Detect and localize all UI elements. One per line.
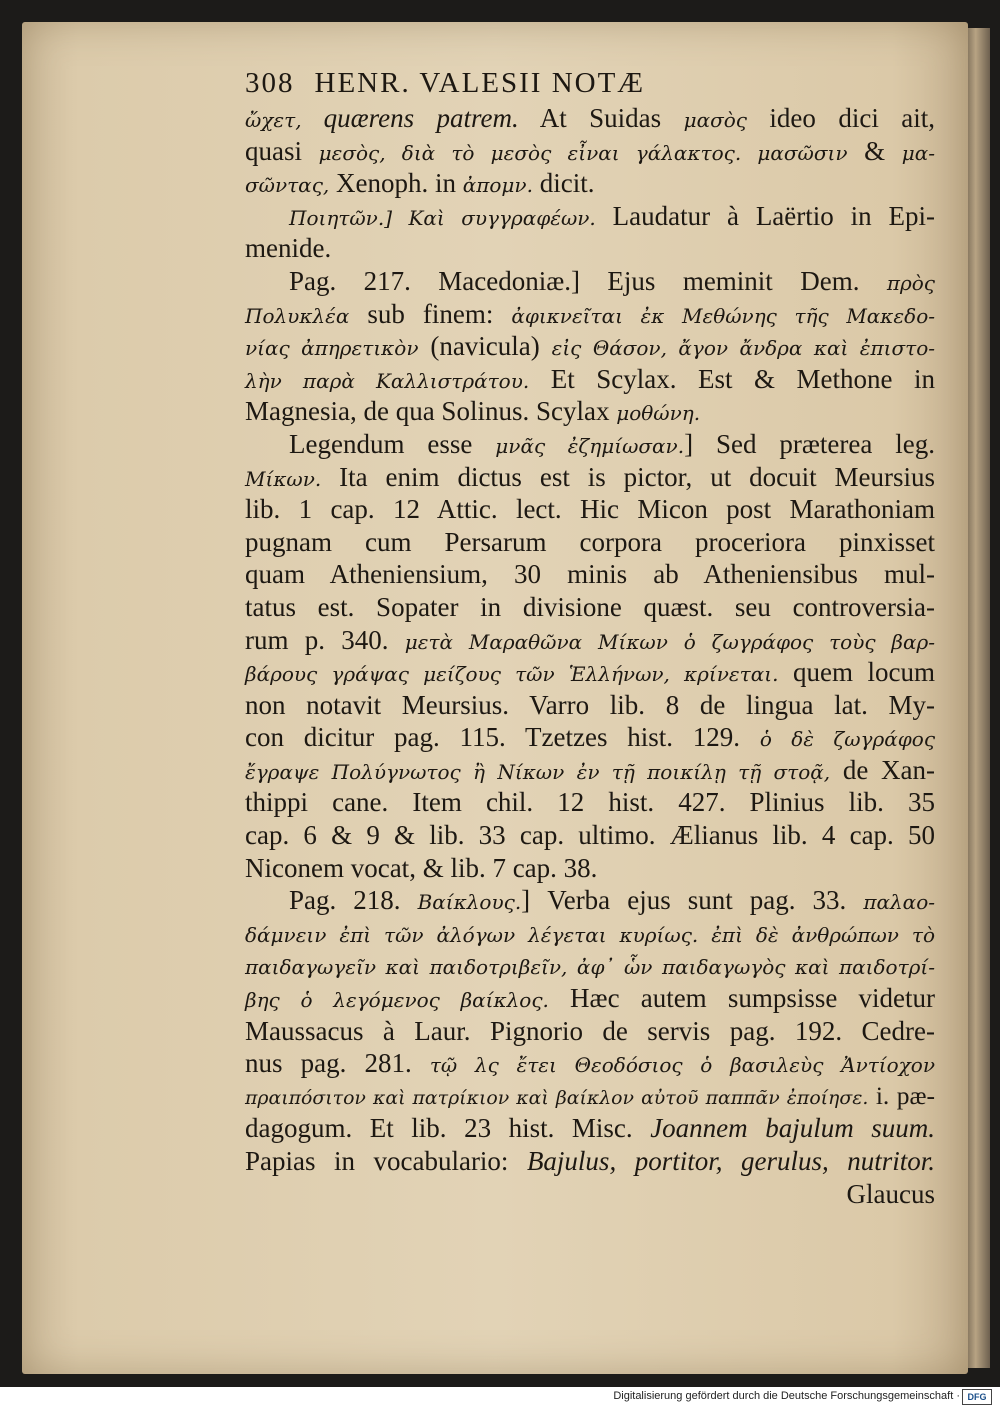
latin-text: quem locum	[778, 657, 935, 688]
latin-text: sub finem:	[349, 298, 512, 329]
latin-text: tatus est. Sopater in divisione quæst. seu controversia-	[245, 591, 935, 622]
latin-text: non notavit Meursius. Varro lib. 8 de lingua lat. My-	[245, 689, 935, 720]
page-text	[245, 64, 935, 1210]
text-line	[245, 1080, 935, 1113]
latin-text: Xenoph. in	[329, 168, 463, 199]
latin-text: Maussacus à Laur. Pignorio de servis pag. 192. Cedre-	[245, 1015, 935, 1046]
latin-text: de Xan-	[830, 754, 935, 785]
latin-text: Et Scylax. Est & Methone in	[529, 363, 935, 394]
latin-text: rum p. 340.	[245, 624, 405, 655]
greek-text: παλαο-	[863, 890, 935, 915]
greek-text: πρὸς	[886, 270, 935, 295]
latin-text: ] Verba ejus sunt pag. 33.	[521, 885, 864, 916]
greek-text: νίας ἀπηρετικὸν	[245, 336, 419, 361]
text-line	[245, 298, 935, 331]
greek-text: μα-	[901, 140, 935, 165]
greek-text: σῶντας,	[245, 173, 330, 198]
text-line	[245, 428, 935, 461]
greek-text: ἀφικνεῖται ἐκ Μεθώνης τῆς Μακεδο-	[511, 303, 935, 328]
latin-text: lib. 1 cap. 12 Attic. lect. Hic Micon post Marathoniam	[245, 494, 935, 525]
greek-text: λὴν παρὰ Καλλιστράτου.	[245, 368, 530, 393]
greek-text: μετὰ Μαραθῶνα Μίκων ὁ ζωγράφος τοὺς βαρ-	[404, 629, 936, 654]
text-line	[245, 395, 935, 428]
latin-text: (navicula)	[418, 331, 552, 362]
greek-text: ἀπομν.	[462, 173, 533, 198]
greek-text: παιδαγωγεῖν καὶ παιδοτριβεῖν, ἀφ᾽ ὧν παιδαγωγὸς καὶ παιδοτρί-	[245, 955, 935, 980]
italic-text: quærens patrem.	[323, 103, 519, 133]
latin-text: menide.	[245, 233, 332, 264]
latin-text: pugnam cum Persarum corpora proceriora pinxisset	[245, 526, 935, 557]
greek-text: μεσὸς, διὰ τὸ μεσὸς εἶναι γάλακτος. μασῶσιν	[318, 140, 848, 165]
latin-text: thippi cane. Item chil. 12 hist. 427. Plinius lib. 35	[245, 787, 935, 818]
greek-text: δάμνειν ἐπὶ τῶν ἀλόγων λέγεται κυρίως. ἐπὶ δὲ ἀνθρώπων τὸ	[245, 922, 935, 947]
latin-text: Papias in vocabulario:	[245, 1146, 527, 1176]
latin-text: dagogum. Et lib. 23 hist. Misc.	[245, 1113, 651, 1144]
page-edge	[968, 28, 990, 1368]
greek-text: πραιπόσιτον καὶ πατρίκιον καὶ βαίκλον αὐτοῦ παππᾶν ἐποίησε.	[245, 1086, 869, 1109]
text-line	[245, 493, 935, 526]
greek-text: Μίκων.	[245, 466, 322, 491]
greek-text: ὁ δὲ ζωγράφος	[759, 727, 936, 752]
text-line	[245, 852, 935, 885]
funding-credit: Digitalisierung gefördert durch die Deutsche Forschungsgemeinschaft ·	[613, 1390, 960, 1402]
latin-text: Glaucus	[846, 1178, 935, 1209]
latin-text: ideo dici ait,	[747, 103, 935, 133]
greek-text: ὤχετ,	[245, 108, 324, 132]
text-line	[245, 1015, 935, 1048]
text-line	[245, 819, 935, 852]
text-line	[245, 1178, 935, 1211]
latin-text: dicit.	[532, 168, 595, 199]
latin-text: i. pæ-	[868, 1080, 935, 1110]
latin-text: &	[847, 135, 902, 166]
text-line	[245, 786, 935, 819]
greek-text: μασὸς	[683, 108, 747, 132]
text-line	[245, 884, 935, 917]
dfg-logo: DFG	[962, 1389, 992, 1405]
latin-text: con dicitur pag. 115. Tzetzes hist. 129.	[245, 722, 760, 753]
latin-text: At Suidas	[518, 103, 684, 133]
text-line	[245, 656, 935, 689]
text-line	[245, 917, 935, 950]
text-line	[245, 754, 935, 787]
text-line	[245, 232, 935, 265]
italic-text: Bajulus, portitor, gerulus, nutritor.	[526, 1146, 935, 1176]
text-line	[245, 1112, 935, 1145]
greek-text: βης ὁ λεγόμενος βαίκλος.	[245, 988, 549, 1013]
text-line	[245, 982, 935, 1015]
text-line	[245, 591, 935, 624]
greek-text: Ποιητῶν.] Καὶ συγγραφέων.	[289, 205, 596, 230]
italic-text: Joannem bajulum suum.	[650, 1113, 935, 1144]
text-line	[245, 135, 935, 168]
latin-text: Magnesia, de qua Solinus. Scylax	[245, 396, 617, 427]
latin-text: quasi	[245, 135, 319, 166]
text-line	[245, 167, 935, 200]
text-line	[245, 330, 935, 363]
latin-text: Ita enim dictus est is pictor, ut docuit Meursius	[321, 461, 935, 492]
greek-text: Πολυκλέα	[245, 303, 350, 328]
latin-text: Pag. 218.	[289, 885, 418, 916]
greek-text: μοθώνη.	[616, 401, 701, 426]
latin-text: Hæc autem sumpsisse videtur	[548, 983, 935, 1014]
text-line	[245, 558, 935, 591]
text-line	[245, 265, 935, 298]
text-line	[245, 363, 935, 396]
greek-text: Βαίκλους.	[417, 890, 522, 915]
greek-text: ἔγραψε Πολύγνωτος ἢ Νίκων ἐν τῇ ποικίλῃ τῇ στοᾷ,	[245, 759, 831, 784]
text-line	[245, 1145, 935, 1178]
greek-text: βάρους γράψας μείζους τῶν Ἑλλήνων, κρίνεται.	[245, 662, 779, 687]
greek-text: μνᾶς ἐζημίωσαν.	[495, 433, 685, 458]
text-line	[245, 721, 935, 754]
latin-text: Pag. 217. Macedoniæ.] Ejus meminit Dem.	[289, 265, 887, 296]
page-number: 308	[245, 67, 295, 99]
text-line	[245, 689, 935, 722]
latin-text: Niconem vocat, & lib. 7 cap. 38.	[245, 852, 598, 883]
text-line	[245, 102, 935, 135]
text-line	[245, 949, 935, 982]
latin-text: quam Atheniensium, 30 minis ab Atheniensibus mul-	[245, 559, 935, 590]
page-header	[245, 64, 935, 102]
latin-text: Laudatur à Laërtio in Epi-	[595, 200, 935, 231]
body-lines	[245, 102, 935, 1210]
text-line	[245, 200, 935, 233]
greek-text: εἰς Θάσον, ἄγον ἄνδρα καὶ ἐπιστο-	[551, 336, 936, 361]
latin-text: Legendum esse	[289, 428, 496, 459]
text-line	[245, 461, 935, 494]
text-line	[245, 526, 935, 559]
latin-text: nus pag. 281.	[245, 1048, 430, 1079]
greek-text: τῷ λς ἔτει Θεοδόσιος ὁ βασιλεὺς Ἀντίοχον	[429, 1053, 935, 1078]
latin-text: ] Sed præterea leg.	[684, 428, 936, 459]
text-line	[245, 1047, 935, 1080]
latin-text: cap. 6 & 9 & lib. 33 cap. ultimo. Ælianus lib. 4 cap. 50	[245, 820, 935, 851]
text-line	[245, 624, 935, 657]
running-head: HENR. VALESII NOTÆ	[314, 67, 646, 99]
